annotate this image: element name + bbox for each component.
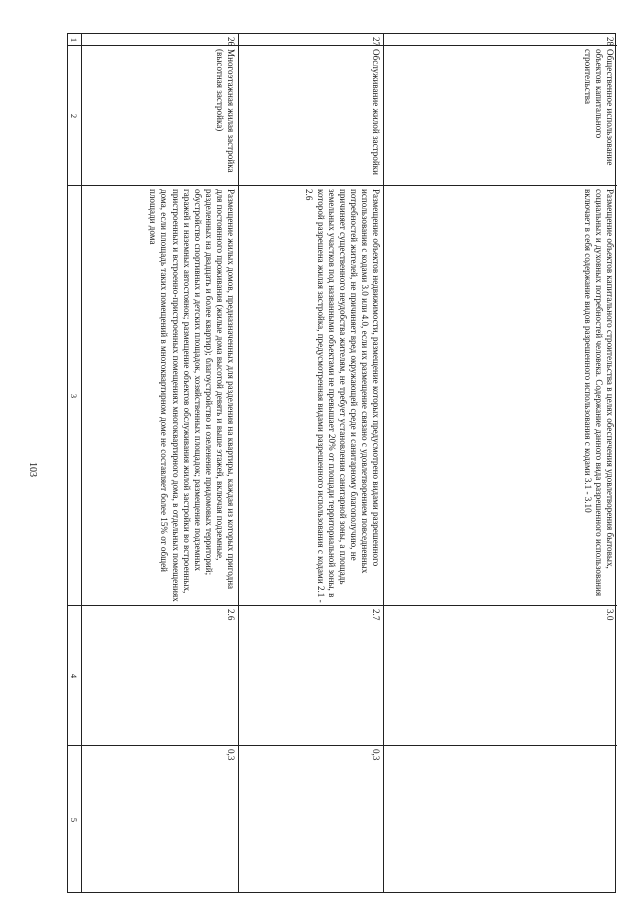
- header-label-col3: 3: [69, 393, 79, 399]
- table-cell: [239, 606, 383, 746]
- header-label-col5: 5: [69, 817, 79, 823]
- table-cell: [82, 34, 238, 46]
- table-cell: [239, 186, 383, 606]
- header-label-col4: 4: [69, 673, 79, 679]
- table-cell: [82, 46, 238, 186]
- header-cell: [68, 606, 81, 746]
- table-header-row: [68, 34, 82, 892]
- row-number: 28: [605, 37, 615, 47]
- header-cell: [68, 34, 81, 46]
- header-label-col1: 1: [69, 37, 79, 43]
- table-row: [82, 34, 239, 892]
- use-code: 2.7: [371, 609, 381, 621]
- header-label-col2: 2: [69, 113, 79, 119]
- row-number: 27: [371, 37, 381, 47]
- use-name: Общественное использование объектов капитального строительства: [582, 49, 615, 166]
- table-cell: [82, 746, 238, 894]
- table-cell: [239, 46, 383, 186]
- table-cell: [384, 606, 617, 746]
- table-cell: [239, 746, 383, 894]
- table-cell: [82, 186, 238, 606]
- use-name: Многоэтажная жилая застройка (высотная застройка): [214, 49, 236, 173]
- table-row: [384, 34, 617, 892]
- table-cell: [384, 46, 617, 186]
- use-value: [384, 746, 617, 894]
- use-value: 0,3: [371, 749, 381, 761]
- use-description: Размещение жилых домов, предназначенных для разделения на квартиры, каждая из которых пригодна для постоянного проживания (жилые дома высотой девять и выше этажей, включая подземные, разделенных на двадцать и более квартир); благоустройство и озеленение придомовых территорий; обустройство спортивных и детских площадок, хозяйственных площадок; размещение подземных гаражей и наземных автостоянок; размещение объектов обслуживания жилой застройки во встроенных, пристроенных и встроенно-пристроенных помещениях многоквартирного дома, в отдельных помещениях дома, если площадь таких помещений в многоквартирном доме не составляет более 15% от общей площади дома: [148, 189, 236, 602]
- table-cell: [239, 34, 383, 46]
- table-cell: [384, 746, 617, 894]
- page-number: 103: [27, 462, 38, 477]
- row-number: 26: [226, 37, 236, 47]
- table-cell: [82, 606, 238, 746]
- use-description: Размещение объектов капитального строительства в целях обеспечения удовлетворения бытовых, социальных и духовных потребностей человека. Содержание данного вида разрешенного использования включает в себя содержание видов разрешенного использования с кодами 3.1 - 3.10: [582, 189, 615, 597]
- table-cell: [384, 186, 617, 606]
- use-name: Обслуживание жилой застройки: [371, 49, 381, 175]
- use-code: 3.0: [605, 609, 615, 621]
- use-description: Размещение объектов недвижимости, размещение которых предусмотрено видами разрешенного использования с кодами 3.0 или 4.0, если их размещение связано с удовлетворением повседневных потребностей жителей, не причиняет вред окружающей среде и санитарному благополучию, не причиняет существенного неудобства жителям, не требует установления санитарной зоны, а площадь земельных участков под названными объектами не превышает 20% от площади территориальной зоны, в которой разрешена жилая застройка, предусмотренная видами разрешенного использования с кодами 2.1 - 2.6: [304, 189, 381, 603]
- use-value: 0,3: [226, 749, 236, 761]
- use-code: 2.6: [226, 609, 236, 621]
- header-cell: [68, 186, 81, 606]
- header-cell: [68, 46, 81, 186]
- land-use-table: [67, 33, 616, 893]
- table-cell: [384, 34, 617, 46]
- header-cell: [68, 746, 81, 894]
- table-row: [239, 34, 384, 892]
